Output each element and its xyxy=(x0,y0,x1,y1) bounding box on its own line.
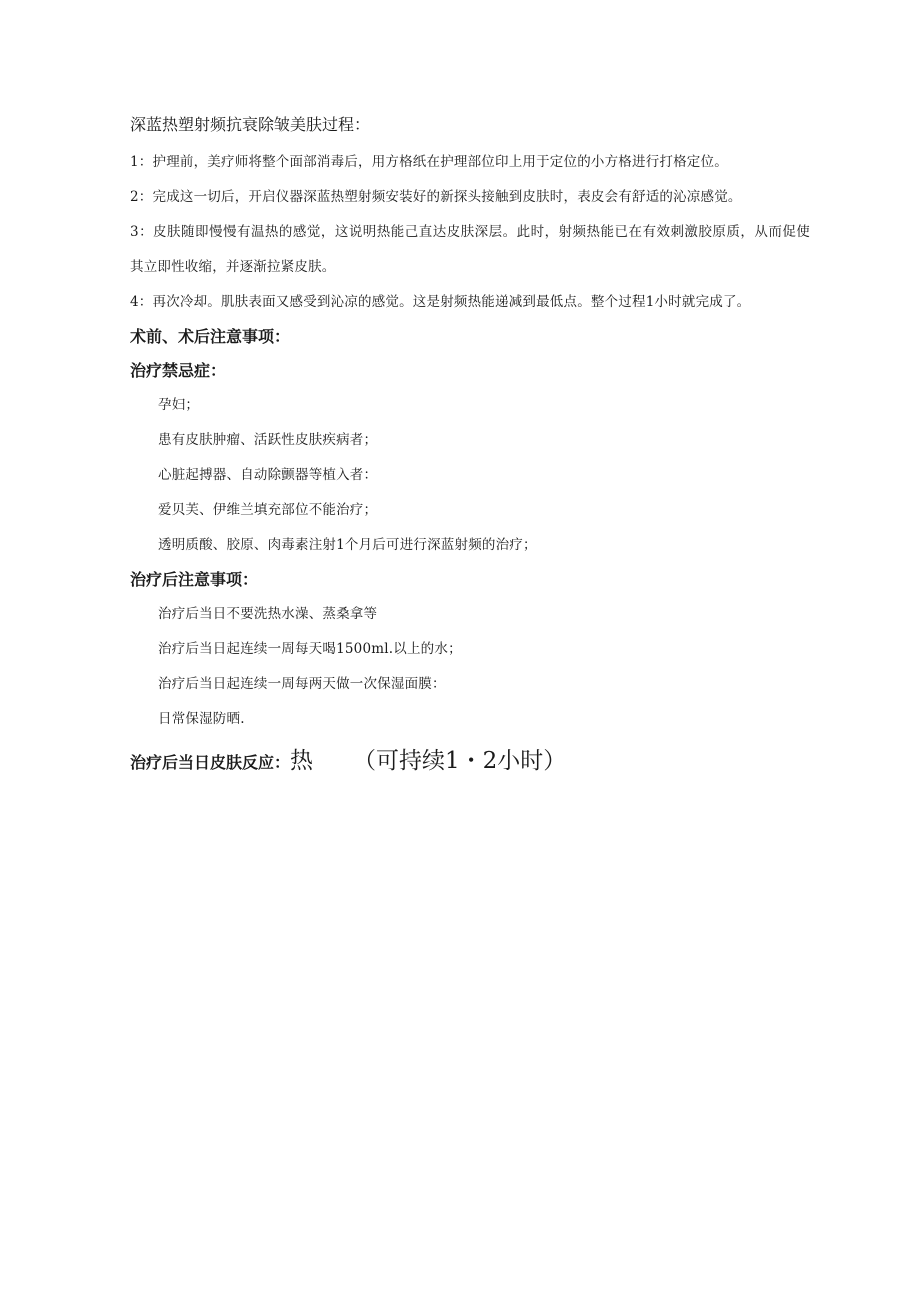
contraindication-item: 孕妇； xyxy=(158,397,200,413)
aftercare-item: 治疗后当日起连续一周每天喝1500ml.以上的水； xyxy=(158,641,462,657)
document-body xyxy=(130,112,810,796)
precautions-heading: 术前、术后注意事项： xyxy=(130,327,291,346)
skin-reaction-value: 热 xyxy=(290,748,314,774)
contraindications-heading: 治疗禁忌症： xyxy=(130,361,227,380)
aftercare-item: 日常保湿防晒. xyxy=(158,711,245,727)
skin-reaction-line xyxy=(130,745,810,780)
step-1: 1：护理前，美疗师将整个面部消毒后，用方格纸在护理部位印上用于定位的小方格进行打格定位。 xyxy=(130,154,728,170)
step-4: 4：再次冷却。肌肤表面又感受到沁凉的感觉。这是射频热能递减到最低点。整个过程1小时就完成了。 xyxy=(130,294,751,310)
aftercare-item: 治疗后当日不要洗热水澡、蒸桑拿等 xyxy=(158,606,378,622)
contraindication-item: 患有皮肤肿瘤、活跃性皮肤疾病者； xyxy=(158,432,378,448)
skin-reaction-duration: （可持续1・2小时） xyxy=(353,748,567,774)
aftercare-heading: 治疗后注意事项： xyxy=(130,570,259,589)
contraindication-item: 爱贝芙、伊维兰填充部位不能治疗； xyxy=(158,502,378,518)
contraindication-item: 心脏起搏器、自动除颤器等植入者： xyxy=(158,467,378,483)
document-title: 深蓝热塑射频抗衰除皱美肤过程： xyxy=(130,115,371,134)
contraindication-item: 透明质酸、胶原、肉毒素注射1个月后可进行深蓝射频的治疗； xyxy=(158,537,537,553)
aftercare-item: 治疗后当日起连续一周每两天做一次保湿面膜： xyxy=(158,676,446,692)
skin-reaction-label: 治疗后当日皮肤反应： xyxy=(130,753,291,772)
step-3: 3：皮肤随即慢慢有温热的感觉，这说明热能己直达皮肤深层。此时，射频热能已在有效刺激胶原质，从而促使其立即性收缩，并逐渐拉紧皮肤。 xyxy=(130,224,810,275)
step-2: 2：完成这一切后，开启仪器深蓝热塑射频安装好的新探头接触到皮肤时，表皮会有舒适的沁凉感觉。 xyxy=(130,189,742,205)
